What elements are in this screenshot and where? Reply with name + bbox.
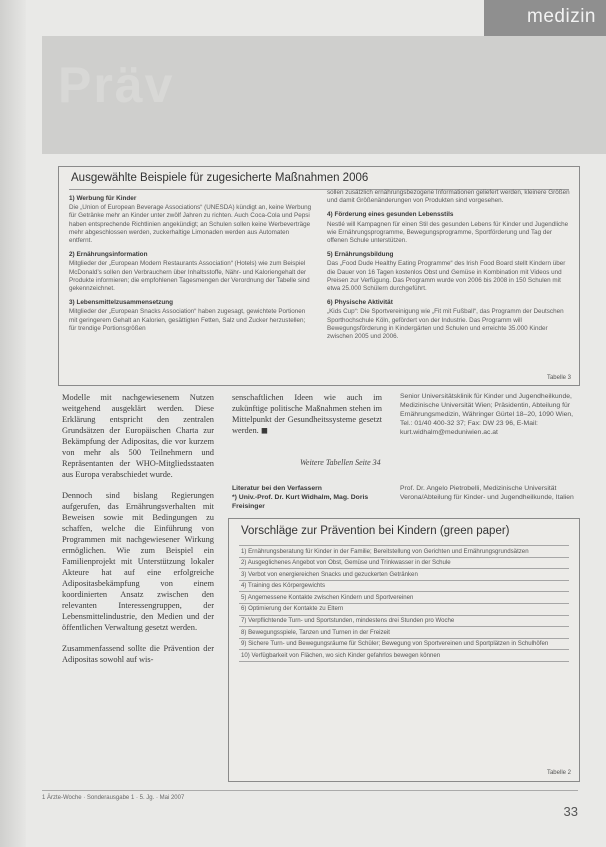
address-text: Senior Universitätsklinik für Kinder und Jugendheilkunde, Medizinische Universität Wien; Präsidentin, Abteilung für Ernährungsmedizin, Währinger Gürtel 18–20, 1090 Wien, Tel.: 01/40 400-32 37; Fax: DW 23 96, E-Mail: kurt.widhalm@meduniwien.ac.at <box>400 393 574 436</box>
list-item: 5) Angemessene Kontakte zwischen Kindern und Sportvereinen <box>239 592 569 604</box>
green-paper-title: Vorschläge zur Prävention bei Kindern (green paper) <box>241 525 510 537</box>
measure-text: Nestlé will Kampagnen für einen Stil des gesunden Lebens für Kinder und Jugendliche wie Ernährungsprogramme, Bewegungsprogramme, Sportförderung und Tag der offenen Schule unterstützen. <box>327 220 569 245</box>
author-address <box>400 392 574 437</box>
section-rubric <box>484 0 606 36</box>
article-column-1 <box>62 392 214 675</box>
article-column-2 <box>232 392 382 446</box>
measures-right-column <box>327 189 571 341</box>
measures-table-box <box>58 166 580 386</box>
page-number: 33 <box>563 804 578 819</box>
footer-rule <box>42 790 578 791</box>
article-paragraph: Modelle mit nachgewiesenem Nutzen weitgehend ausgeklärt werden. Diese Erklärung entspricht den zentralen Grundsätzen der Europäischen Charta zur Bekämpfung der Adipositas, die vor kurzem von mehr als 500 Teilnehmern und Repräsentanten der WHO-Mitgliedsstaaten aus Europa verabschiedet wurde. <box>62 393 214 479</box>
list-item: 1) Ernährungsberatung für Kinder in der Familie; Bereitstellung von Gerichten und Ernährungsgrundsätzen <box>239 545 569 558</box>
measure-heading: 6) Physische Aktivität <box>327 299 393 307</box>
list-item: 9) Sichere Turn- und Bewegungsräume für Schüler; Bewegung von Sportvereinen und Sportplätzen in Schulhöfen <box>239 639 569 651</box>
journal-footer: 1 Ärzte-Woche · Sonderausgabe 1 · 5. Jg. · Mai 2007 <box>42 795 185 801</box>
literature-block <box>232 484 392 511</box>
measure-text: Mitglieder der „European Modern Restaurants Association“ (Hotels) wie zum Beispiel McDonald’s sollen den Verbrauchern über Inhaltsstoffe, Nähr- und Kaloriengehalt der Produkte informieren; die empfohlenen Tagesmengen der Verordnung der Tabelle sind gekennzeichnet. <box>69 260 310 293</box>
header-ghost-word: Präv <box>58 57 175 113</box>
literature-heading: Literatur bei den Verfassern <box>232 485 322 492</box>
list-item: 6) Optimierung der Kontakte zu Eltern <box>239 604 569 616</box>
measure-heading: 4) Förderung eines gesunden Lebensstils <box>327 211 454 219</box>
measure-text: sollen zusätzlich ernährungsbezogene Informationen geliefert werden, kleinere Größen und damit Größenänderungen von Produkten sind vorgesehen. <box>327 189 570 205</box>
list-item: 2) Ausgeglichenes Angebot von Obst, Gemüse und Trinkwasser in der Schule <box>239 558 569 570</box>
green-paper-list <box>239 545 569 662</box>
measures-table-caption: Tabelle 3 <box>546 375 571 381</box>
authors-line: *) Univ.-Prof. Dr. Kurt Widhalm, Mag. Doris Freisinger <box>232 494 369 510</box>
measure-heading: 2) Ernährungsinformation <box>69 251 148 259</box>
green-paper-box <box>228 518 580 782</box>
list-item: 4) Training des Körpergewichts <box>239 581 569 593</box>
measures-table-title: Ausgewählte Beispiele für zugesicherte Maßnahmen 2006 <box>71 172 369 184</box>
measure-text: Das „Food Dude Healthy Eating Programme“ des Irish Food Board stellt Kindern über die Dauer von 16 Tagen kostenlos Obst und Gemüse in Kombination mit Videos und Preisen zur Verfügung. Das Programm wurde von 2006 bis 2008 in 150 Schulen mit etwa 25.000 Schülern durchgeführt. <box>327 260 566 293</box>
measure-text: Mitglieder der „European Snacks Association“ haben zugesagt, gewichtete Portionen mit geringerem Gehalt an Kalorien, gesättigten Fetten, Salz und Zucker herzustellen; für trendige Portionsgrößen <box>69 308 306 332</box>
measure-text: „Kids Cup“: Die Sportvereinigung wie „Fit mit Fußball“, das Programm der Deutschen Sporthochschule Köln, gefördert von der Industrie. Das Programm will Bewegungsförderung in Kindergärten und Schulen und erreichte 35.000 Kinder zwischen 2005 und 2006. <box>327 308 564 341</box>
measures-left-column <box>69 189 313 333</box>
list-item: 7) Verpflichtende Turn- und Sportstunden, mindestens drei Stunden pro Woche <box>239 616 569 628</box>
green-paper-caption: Tabelle 2 <box>546 770 571 776</box>
list-item: 10) Verfügbarkeit von Flächen, wo sich Kinder gefahrlos bewegen können <box>239 650 569 662</box>
article-paragraph: Dennoch sind bislang Regierungen aufgerufen, das Ernährungsverhalten mit Beweisen sowie mit Bedingungen zu schaffen, welche die Einführung von Programmen mit nachgewiesener Wirkung ermöglichen. Wie zum Beispiel ein Familienprojekt mit Unterstützung lokaler Akteure hat auf eine erfolgreiche Adipositasbekämpfung von einem koordinierten Ansatz zwischen den relevanten Interessengruppen, der Lebensmittelindustrie, den Medien und der öffentlichen Verwaltung gesetzt werden. <box>62 491 214 632</box>
list-item: 3) Verbot von energiereichen Snacks und gezuckerten Getränken <box>239 569 569 581</box>
list-item: 8) Bewegungsspiele, Tanzen und Turnen in der Freizeit <box>239 627 569 639</box>
continued-note: Weitere Tabellen Seite 34 <box>300 458 381 467</box>
second-author-text: Prof. Dr. Angelo Pietrobelli, Medizinische Universität Verona/Abteilung für Kinder- und Jugendheilkunde, Italien <box>400 485 574 501</box>
article-paragraph: Zusammenfassend sollte die Prävention der Adipositas sowohl auf wis- <box>62 644 214 664</box>
page-gutter <box>0 0 26 847</box>
measure-heading: 1) Werbung für Kinder <box>69 195 137 202</box>
article-paragraph: senschaftlichen Ideen wie auch im zukünftige politische Maßnahmen stehen im Mittelpunkt der Gesundheitssysteme gesetzt werden. ◼ <box>232 393 382 435</box>
second-author-block <box>400 484 574 502</box>
measure-heading: 3) Lebensmittelzusammensetzung <box>69 299 174 307</box>
rubric-label: medizin <box>527 6 596 27</box>
measure-heading: 5) Ernährungsbildung <box>327 251 394 259</box>
measure-text: Die „Union of European Beverage Associations“ (UNESDA) kündigt an, keine Werbung für Getränke mehr an Kinder unter zwölf Jahren zu richten. Auch Coca-Cola und Pepsi haben entsprechende Richtlinien angekündigt; an Schulen sollen keine Werbeverträge mehr abgeschlossen werden, zuckerhaltige Limonaden werden aus Automaten entfernt. <box>69 204 312 245</box>
